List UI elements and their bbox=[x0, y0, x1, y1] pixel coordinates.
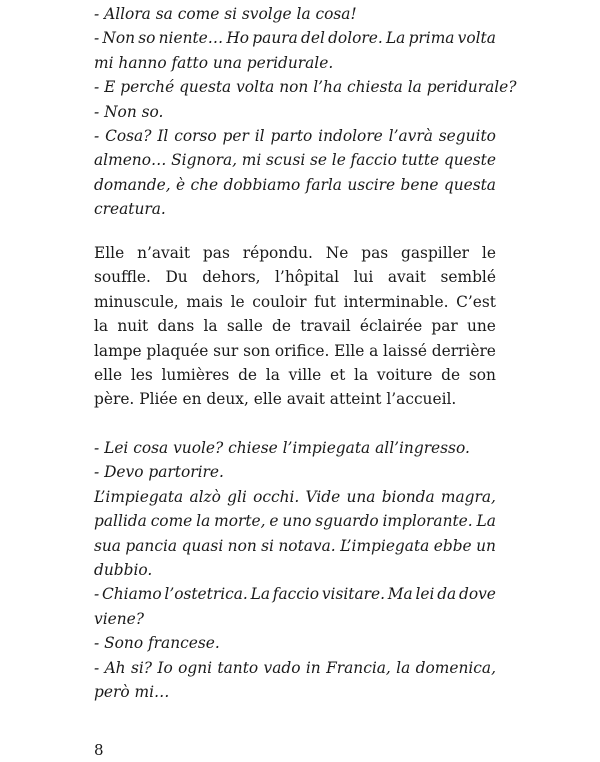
word: so bbox=[138, 29, 156, 48]
word: Du bbox=[165, 268, 188, 287]
word: come bbox=[150, 512, 193, 531]
word: plaquée bbox=[146, 341, 209, 360]
word: notava. bbox=[278, 536, 336, 555]
word: questa bbox=[443, 175, 496, 194]
word: - bbox=[94, 658, 100, 677]
word: La bbox=[385, 29, 406, 48]
text-line: - Devo partorire. bbox=[94, 463, 224, 482]
word: Il bbox=[157, 126, 169, 145]
text-line: però mi… bbox=[94, 682, 170, 701]
text-line bbox=[94, 26, 496, 50]
word: couloir bbox=[252, 292, 307, 311]
word: fut bbox=[314, 292, 336, 311]
word: Chiamo bbox=[101, 585, 162, 604]
narrative-paragraph-french bbox=[94, 241, 496, 412]
word: si bbox=[261, 536, 274, 555]
text-line bbox=[94, 265, 496, 289]
text-line: - Sono francese. bbox=[94, 634, 220, 653]
text-line: mi hanno fatto una peridurale. bbox=[94, 53, 334, 72]
word: seguito bbox=[438, 126, 496, 145]
word: per bbox=[222, 126, 249, 145]
word: faccio bbox=[272, 585, 320, 604]
word: una bbox=[346, 487, 376, 506]
word: pas bbox=[202, 244, 230, 262]
word: voiture bbox=[376, 365, 433, 384]
word: travail bbox=[300, 317, 351, 336]
word: corso bbox=[174, 126, 217, 145]
word: tutte bbox=[401, 151, 440, 170]
word: Vide bbox=[305, 487, 341, 506]
text-line bbox=[94, 339, 496, 363]
word: Ne bbox=[325, 244, 349, 262]
word: Ma bbox=[387, 585, 413, 604]
word: éclairée bbox=[359, 317, 423, 336]
word: - bbox=[94, 126, 100, 145]
word: bene bbox=[400, 175, 439, 194]
word: lei bbox=[415, 585, 435, 604]
word: nuit bbox=[117, 317, 149, 336]
word: il bbox=[254, 126, 265, 145]
word: sua bbox=[94, 536, 121, 555]
word: uscire bbox=[347, 175, 396, 194]
word: farla bbox=[305, 175, 342, 194]
word: salle bbox=[226, 317, 263, 336]
word: n’avait bbox=[137, 244, 191, 262]
word: dobbiamo bbox=[223, 175, 301, 194]
text-line bbox=[94, 173, 496, 197]
word: tanto bbox=[217, 658, 259, 677]
word: parto bbox=[270, 126, 313, 145]
word: derrière bbox=[431, 341, 496, 360]
word: lui bbox=[353, 268, 374, 287]
word: indolore bbox=[318, 126, 383, 145]
word: dolore. bbox=[328, 29, 383, 48]
word: la bbox=[196, 512, 211, 531]
word: semblé bbox=[440, 268, 496, 287]
word: une bbox=[466, 317, 496, 336]
word: de bbox=[272, 317, 292, 336]
word: sguardo bbox=[315, 512, 379, 531]
word: lampe bbox=[94, 341, 142, 360]
word: domenica, bbox=[415, 658, 496, 677]
word: la bbox=[203, 317, 218, 336]
word: alzò bbox=[189, 487, 221, 506]
word: la bbox=[354, 365, 369, 384]
word: uno bbox=[282, 512, 312, 531]
word: mi bbox=[241, 151, 262, 170]
text-line: creatura. bbox=[94, 200, 166, 219]
word: Non bbox=[102, 29, 136, 48]
word: dans bbox=[157, 317, 195, 336]
word: son bbox=[468, 365, 496, 384]
word: l’ostetrica. bbox=[164, 585, 248, 604]
word: de bbox=[441, 365, 461, 384]
word: dehors, bbox=[202, 268, 261, 287]
word: in bbox=[305, 658, 321, 677]
word: paura bbox=[252, 29, 298, 48]
text-line bbox=[94, 485, 496, 509]
word: La bbox=[476, 512, 496, 531]
word: ogni bbox=[178, 658, 213, 677]
word: sur bbox=[213, 341, 239, 360]
word: un bbox=[476, 536, 496, 555]
text-line: dubbio. bbox=[94, 560, 153, 579]
word: faccio bbox=[350, 151, 397, 170]
word: vado bbox=[263, 658, 301, 677]
word: lumières bbox=[161, 365, 230, 384]
text-line bbox=[94, 314, 496, 338]
word: Elle bbox=[94, 244, 125, 262]
word: C’est bbox=[456, 292, 496, 311]
word: queste bbox=[443, 151, 496, 170]
word: les bbox=[130, 365, 153, 384]
word: gli bbox=[227, 487, 247, 506]
text-line: viene? bbox=[94, 609, 144, 628]
text-line: père. Pliée en deux, elle avait atteint l’accueil. bbox=[94, 390, 457, 409]
word: è bbox=[176, 175, 186, 194]
word: L’impiegata bbox=[94, 487, 184, 506]
word: le bbox=[481, 244, 496, 262]
word: dove bbox=[458, 585, 496, 604]
word: - bbox=[94, 585, 100, 604]
text-line: - Allora sa come si svolge la cosa! bbox=[94, 5, 357, 23]
text-line bbox=[94, 363, 496, 387]
word: pallida bbox=[94, 512, 147, 531]
word: de bbox=[238, 365, 258, 384]
word: l’avrà bbox=[388, 126, 433, 145]
word: implorante. bbox=[382, 512, 473, 531]
word: morte, bbox=[214, 512, 266, 531]
word: se bbox=[310, 151, 328, 170]
word: mais bbox=[186, 292, 223, 311]
word: avait bbox=[387, 268, 426, 287]
word: souffle. bbox=[94, 268, 151, 287]
word: l’hôpital bbox=[275, 268, 340, 287]
word: visitare. bbox=[321, 585, 385, 604]
word: da bbox=[437, 585, 457, 604]
word: le bbox=[331, 151, 346, 170]
word: pancia bbox=[125, 536, 178, 555]
word: e bbox=[269, 512, 279, 531]
word: Io bbox=[157, 658, 173, 677]
word: La bbox=[250, 585, 270, 604]
word: Signora, bbox=[171, 151, 238, 170]
word: domande, bbox=[94, 175, 171, 194]
word: niente… bbox=[158, 29, 224, 48]
word: interminable. bbox=[343, 292, 449, 311]
word: orifice. bbox=[274, 341, 330, 360]
word: le bbox=[230, 292, 245, 311]
text-line bbox=[94, 582, 496, 606]
text-line bbox=[94, 509, 496, 533]
word: gaspiller bbox=[401, 244, 470, 262]
word: occhi. bbox=[253, 487, 300, 506]
word: magra, bbox=[440, 487, 496, 506]
word: del bbox=[300, 29, 325, 48]
word: scusi bbox=[266, 151, 306, 170]
text-line: - Non so. bbox=[94, 102, 164, 121]
word: minuscule, bbox=[94, 292, 179, 311]
word: répondu. bbox=[242, 244, 313, 262]
dialogue-block-italian-2 bbox=[94, 436, 496, 704]
text-line bbox=[94, 148, 496, 172]
word: son bbox=[243, 341, 271, 360]
word: Francia, bbox=[326, 658, 391, 677]
text-line bbox=[94, 290, 496, 314]
word: pas bbox=[361, 244, 389, 262]
text-line bbox=[94, 534, 496, 558]
word: la bbox=[265, 365, 280, 384]
word: bionda bbox=[381, 487, 435, 506]
page-number: 8 bbox=[94, 741, 104, 759]
word: quasi bbox=[181, 536, 224, 555]
word: laissé bbox=[383, 341, 427, 360]
word: Ho bbox=[226, 29, 250, 48]
text-line bbox=[94, 124, 496, 148]
text-line: - E perché questa volta non l’ha chiesta la peridurale? bbox=[94, 78, 517, 97]
word: Ah bbox=[104, 658, 126, 677]
word: elle bbox=[94, 365, 123, 384]
word: la bbox=[94, 317, 109, 336]
word: et bbox=[329, 365, 346, 384]
word: ebbe bbox=[433, 536, 472, 555]
word: si? bbox=[130, 658, 153, 677]
text-line: - Lei cosa vuole? chiese l’impiegata all’ingresso. bbox=[94, 439, 470, 457]
word: Cosa? bbox=[105, 126, 152, 145]
dialogue-block-italian-1 bbox=[94, 2, 517, 222]
word: ville bbox=[288, 365, 322, 384]
word: - bbox=[94, 29, 100, 48]
word: almeno… bbox=[94, 151, 167, 170]
word: par bbox=[431, 317, 458, 336]
word: Elle bbox=[334, 341, 365, 360]
text-line bbox=[94, 656, 496, 680]
word: L’impiegata bbox=[340, 536, 430, 555]
word: volta bbox=[457, 29, 496, 48]
text-line bbox=[94, 241, 496, 265]
word: che bbox=[190, 175, 219, 194]
word: a bbox=[369, 341, 379, 360]
word: prima bbox=[408, 29, 455, 48]
word: non bbox=[227, 536, 257, 555]
word: la bbox=[396, 658, 411, 677]
